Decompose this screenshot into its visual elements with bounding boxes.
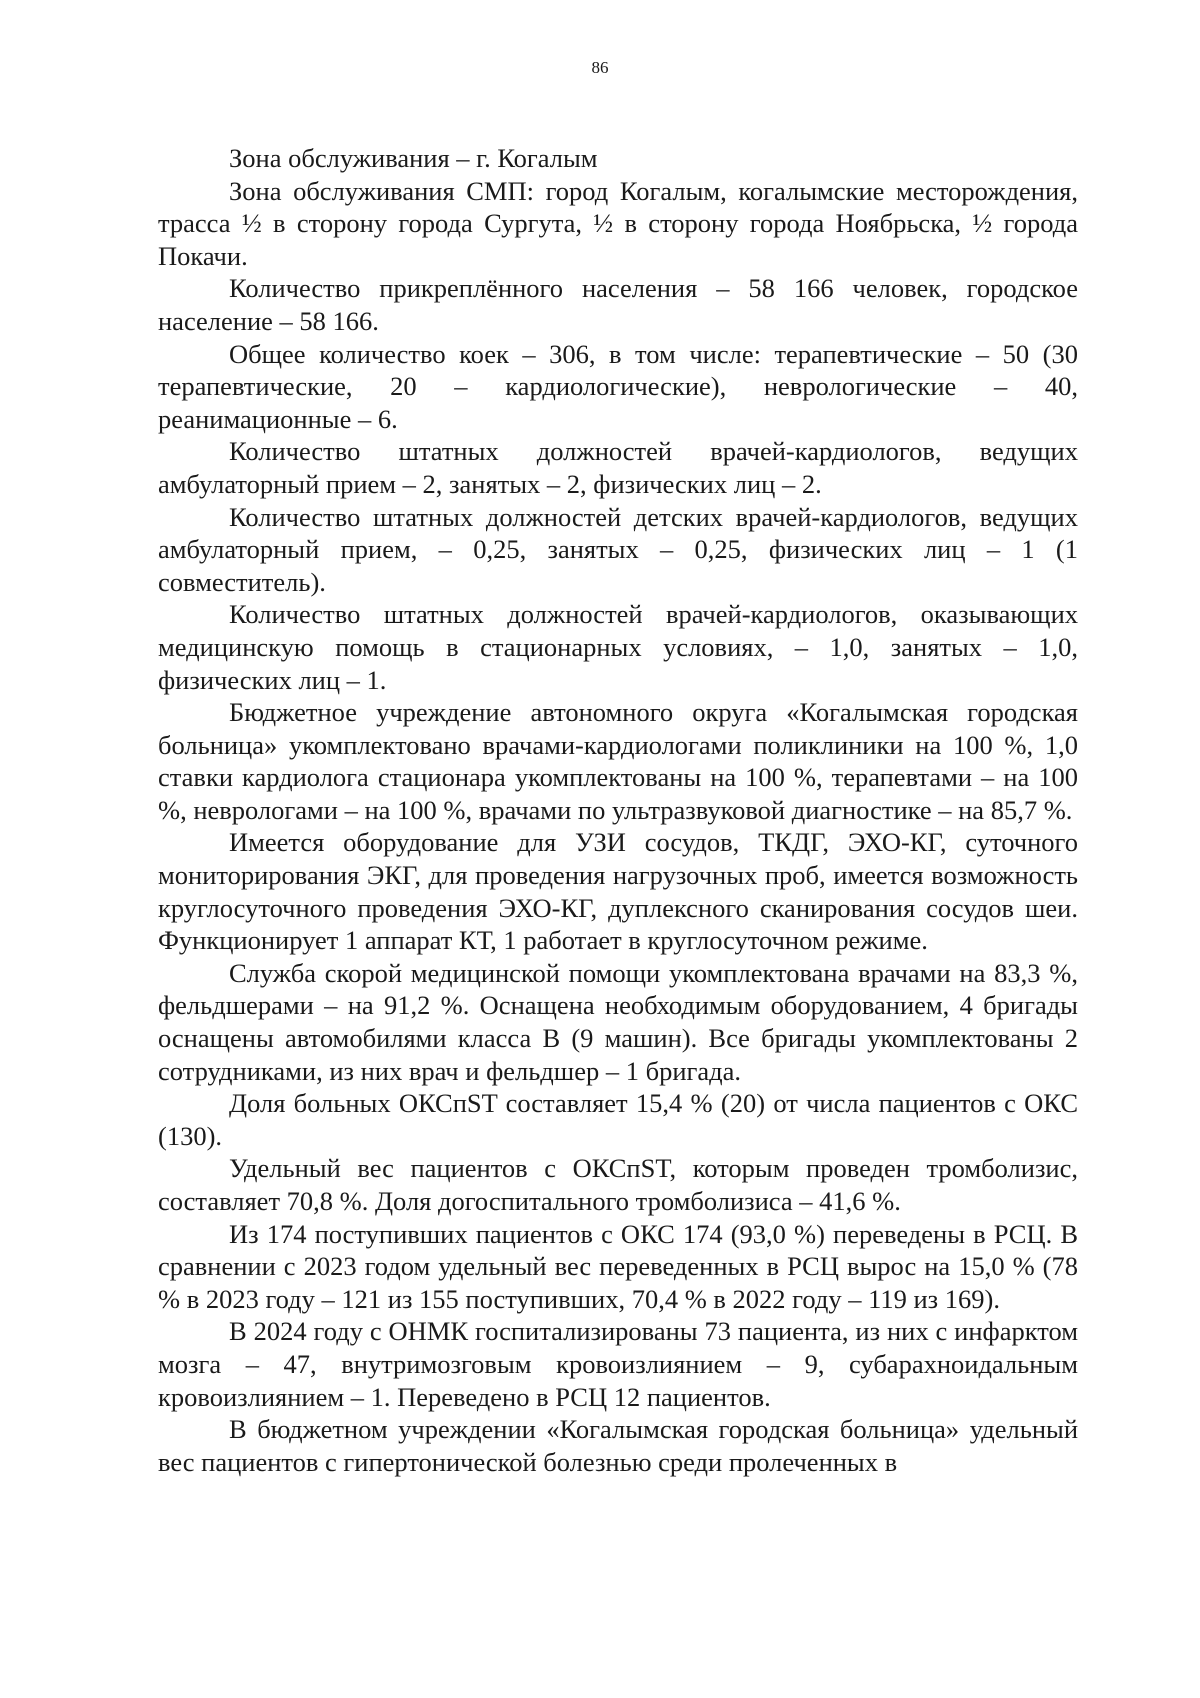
paragraph-smp-service-zone: Зона обслуживания СМП: город Когалым, когалымские месторождения, трасса ½ в сторону города Сургута, ½ в сторону города Ноябрьска, ½ города Покачи. bbox=[158, 175, 1078, 271]
paragraph-rsc-transfers: Из 174 поступивших пациентов с ОКС 174 (93,0 %) переведены в РСЦ. В сравнении с 2023 годом удельный вес переведенных в РСЦ вырос на 15,0 % (78 % в 2023 году – 121 из 155 поступивших, 70,4 % в 2022 году – 119 из 169). bbox=[158, 1218, 1078, 1314]
paragraph-bed-count: Общее количество коек – 306, в том числе: терапевтические – 50 (30 терапевтические, 20 – кардиологические), неврологические – 40, реанимационные – 6. bbox=[158, 338, 1078, 434]
paragraph-hypertension: В бюджетном учреждении «Когалымская городская больница» удельный вес пациентов с гипертонической болезнью среди пролеченных в bbox=[158, 1414, 1078, 1477]
paragraph-attached-population: Количество прикреплённого населения – 58 166 человек, городское население – 58 166. bbox=[158, 273, 1078, 336]
paragraph-stroke-2024: В 2024 году с ОНМК госпитализированы 73 пациента, из них с инфарктом мозга – 47, внутримозговым кровоизлиянием – 9, субарахноидальным кровоизлиянием – 1. Переведено в РСЦ 12 пациентов. bbox=[158, 1316, 1078, 1412]
paragraph-ambulance-service: Служба скорой медицинской помощи укомплектована врачами на 83,3 %, фельдшерами – на 91,2 %. Оснащена необходимым оборудованием, 4 бригады оснащены автомобилями класса В (9 машин). Все бригады укомплектованы 2 сотрудниками, из них врач и фельдшер – 1 бригада. bbox=[158, 957, 1078, 1086]
paragraph-service-zone-title: Зона обслуживания – г. Когалым bbox=[229, 143, 598, 173]
paragraph-thrombolysis: Удельный вес пациентов с ОКСпST, которым проведен тромболизис, составляет 70,8 %. Доля догоспитального тромболизиса – 41,6 %. bbox=[158, 1153, 1078, 1216]
paragraph-staffing-levels: Бюджетное учреждение автономного округа «Когалымская городская больница» укомплектовано врачами-кардиологами поликлиники на 100 %, 1,0 ставки кардиолога стационара укомплектованы на 100 %, терапевтами – на 100 %, неврологами – на 100 %, врачами по ультразвуковой диагностике – на 85,7 %. bbox=[158, 697, 1078, 825]
page-number: 86 bbox=[591, 58, 609, 77]
paragraph-cardiologists-inpatient: Количество штатных должностей врачей-кардиологов, оказывающих медицинскую помощь в стационарных условиях, – 1,0, занятых – 1,0, физических лиц – 1. bbox=[158, 599, 1078, 695]
paragraph-stemi-share: Доля больных ОКСпST составляет 15,4 % (20) от числа пациентов с ОКС (130). bbox=[158, 1088, 1078, 1151]
paragraph-cardiologists-outpatient: Количество штатных должностей врачей-кардиологов, ведущих амбулаторный прием – 2, занятых – 2, физических лиц – 2. bbox=[158, 436, 1078, 499]
document-body bbox=[158, 142, 1078, 1478]
paragraph-pediatric-cardiologists: Количество штатных должностей детских врачей-кардиологов, ведущих амбулаторный прием, – 0,25, занятых – 0,25, физических лиц – 1 (1 совместитель). bbox=[158, 501, 1078, 597]
paragraph-equipment: Имеется оборудование для УЗИ сосудов, ТКДГ, ЭХО-КГ, суточного мониторирования ЭКГ, для проведения нагрузочных проб, имеется возможность круглосуточного проведения ЭХО-КГ, дуплексного сканирования сосудов шеи. Функционирует 1 аппарат КТ, 1 работает в круглосуточном режиме. bbox=[158, 827, 1078, 956]
